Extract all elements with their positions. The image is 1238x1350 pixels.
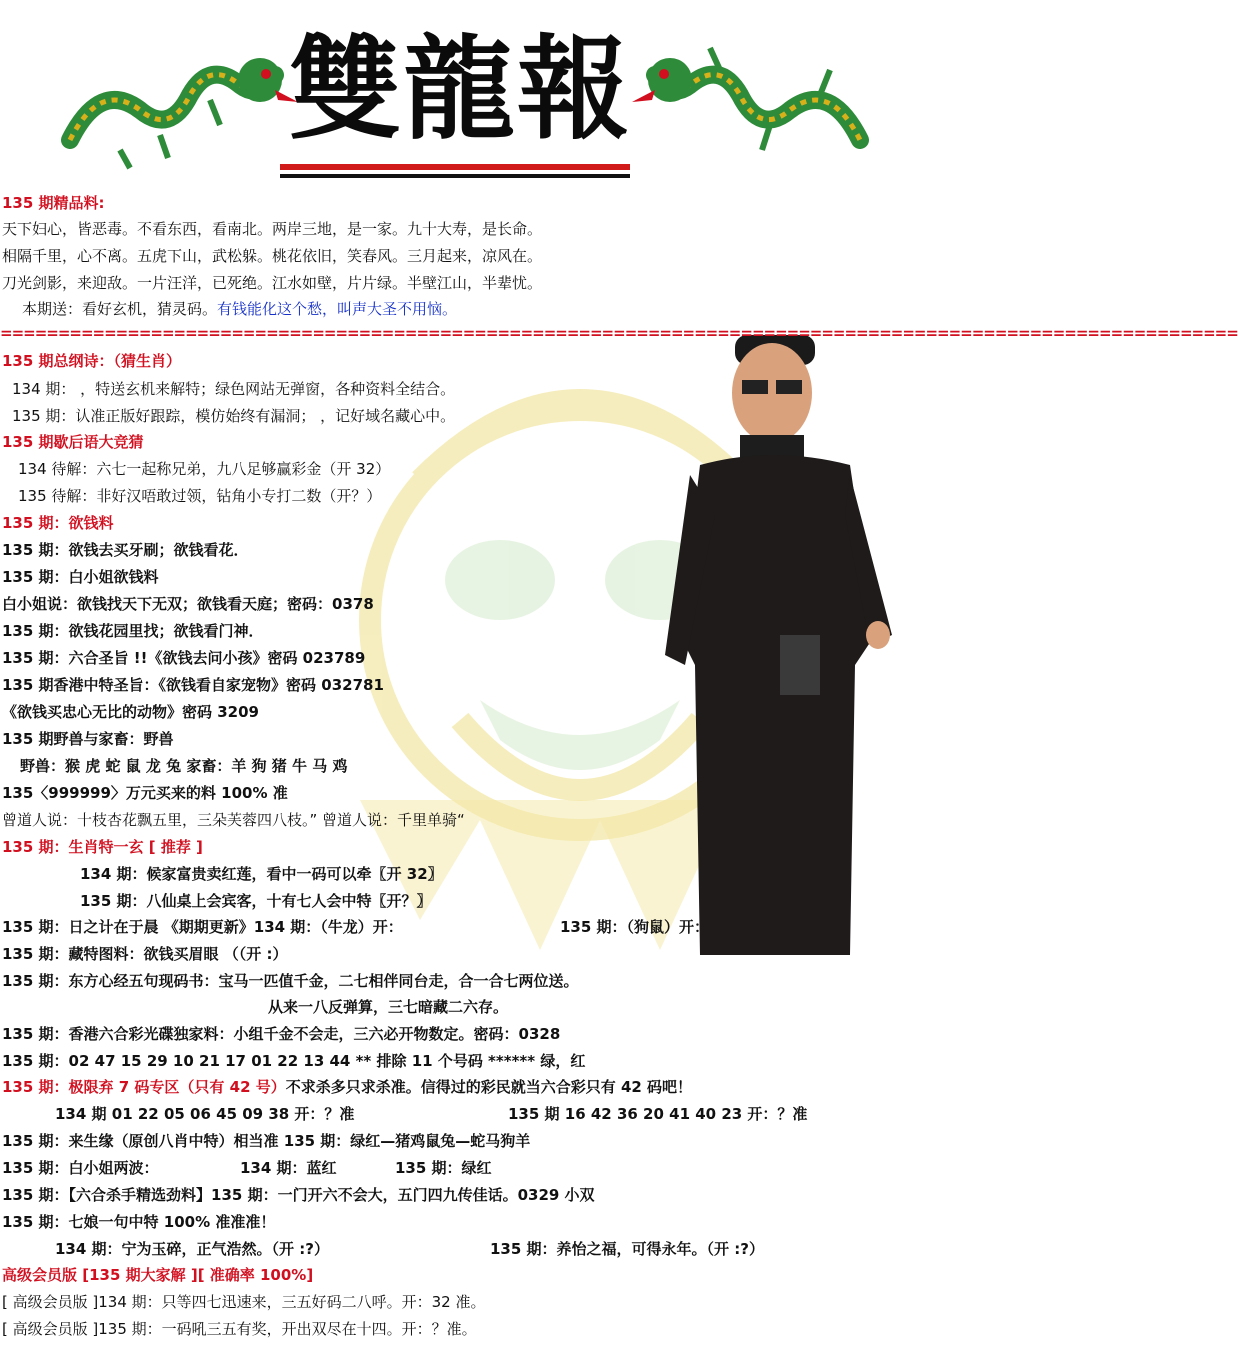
jingpin-line: 天下妇心，皆恶毒。不看东西，看南北。两岸三地，是一家。九十大寿，是长命。 — [2, 220, 543, 238]
jixian-134-line: 134 期 01 22 05 06 45 09 38 开：？准 — [55, 1105, 355, 1123]
section-heading-zonggang: 135 期总纲诗：（猜生肖） — [2, 352, 182, 370]
yuqian-line: 135 期：白小姐欲钱料 — [2, 568, 159, 586]
yangyi-line: 135 期：养怡之福，可得永年。（开 :?） — [490, 1240, 764, 1258]
yuqian-line: 135 期：欲钱去买牙刷；欲钱看花． — [2, 541, 249, 559]
section-heading-xiehouyu: 135 期歇后语大竞猜 — [2, 433, 144, 451]
yuqian-line: 135〈999999〉万元买来的料 100% 准 — [2, 784, 288, 802]
right-dragon-image — [630, 40, 870, 170]
paichu-line: 135 期：02 47 15 29 10 21 17 01 22 13 44 ** 排除 11 个号码 ****** 绿，红 — [2, 1052, 586, 1070]
dongfang-line-2: 从来一八反弹算，三七暗藏二六存。 — [268, 998, 509, 1016]
jingpin-line: 相隔千里，心不离。五虎下山，武松躲。桃花依旧，笑春风。三月起来，凉风在。 — [2, 247, 543, 265]
person-photo — [660, 335, 900, 955]
masthead — [0, 0, 900, 190]
section-heading-shengxiao: 135 期：生肖特一玄 [ 推荐 ] — [2, 838, 203, 856]
vip-line: [ 高级会员版 ]135 期：一码吼三五有奖，开出双尽在十四。开：？准。 — [2, 1320, 477, 1338]
yuqian-line: 白小姐说：欲钱找天下无双；欲钱看天庭；密码：0378 — [2, 595, 374, 613]
yuqian-line: 《欲钱买忠心无比的动物》密码 3209 — [2, 703, 259, 721]
rijizhi-line-left: 135 期：日之计在于晨 《期期更新》134 期：（牛龙）开： — [2, 918, 403, 936]
liangbo-135: 135 期：绿红 — [395, 1159, 492, 1177]
liangbo-label: 135 期：白小姐两波： — [2, 1159, 159, 1177]
yuwei-line: 134 期：宁为玉碎，正气浩然。（开 :?） — [55, 1240, 329, 1258]
yuqian-line: 野兽：猴 虎 蛇 鼠 龙 兔 家畜：羊 狗 猪 牛 马 鸡 — [20, 757, 348, 775]
yuqian-line: 曾道人说：十枝杏花飘五里，三朵芙蓉四八枝。” 曾道人说：千里单骑“ — [2, 811, 465, 829]
title-underline-black — [280, 174, 630, 178]
section-heading-jingpin: 135 期精品料: — [2, 194, 105, 212]
shengxiao-line: 135 期：八仙桌上会宾客，十有七人会中特〖开？〗 — [80, 892, 432, 910]
yuqian-line: 135 期：六合圣旨 !!《欲钱去问小孩》密码 023789 — [2, 649, 366, 667]
section-heading-vip: 高级会员版 [135 期大家解 ][ 准确率 100%] — [2, 1266, 314, 1284]
left-dragon-image — [60, 40, 300, 170]
title-underline-red — [280, 164, 630, 170]
jingpin-send-highlight: 有钱能化这个愁，叫声大圣不用恼。 — [217, 300, 458, 318]
yuqian-line: 135 期：欲钱花园里找；欲钱看门神． — [2, 622, 264, 640]
yuqian-line: 135 期野兽与家畜：野兽 — [2, 730, 174, 748]
newspaper-title: 雙龍報 — [289, 24, 631, 155]
shashou-line: 135 期：【六合杀手精选劲料】135 期：一门开六不会大，五门四九传佳话。0329 小双 — [2, 1186, 595, 1204]
jixian-red-text: 135 期：极限弃 7 码专区（只有 42 号） — [2, 1078, 286, 1096]
separator-line: =========================================================================================================== — [0, 324, 1238, 342]
zonggang-line: 134 期： ，特送玄机来解特；绿色网站无弹窗，各种资料全结合。 — [12, 380, 456, 398]
liuhe-line: 135 期：香港六合彩光碟独家料：小组千金不会走，三六必开物数定。密码：0328 — [2, 1025, 561, 1043]
xiehouyu-line: 135 待解：非好汉唔敢过领，钻角小专打二数（开？） — [18, 487, 382, 505]
laisheng-line: 135 期：来生缘（原创八肖中特）相当准 135 期：绿红—猪鸡鼠兔—蛇马狗羊 — [2, 1132, 531, 1150]
jingpin-line: 刀光剑影，来迎敌。一片汪洋，已死绝。江水如壁，片片绿。半壁江山，半辈忧。 — [2, 274, 543, 292]
jingpin-send-prefix: 本期送：看好玄机，猜灵码。 — [22, 300, 218, 318]
jixian-135-line: 135 期 16 42 36 20 41 40 23 开：？准 — [508, 1105, 808, 1123]
jingpin-send-line — [22, 298, 457, 320]
yuqian-line: 135 期香港中特圣旨：《欲钱看自家宠物》密码 032781 — [2, 676, 384, 694]
xiehouyu-line: 134 待解：六七一起称兄弟，九八足够赢彩金（开 32） — [18, 460, 391, 478]
rijizhi-line-right: 135 期：（狗鼠）开： — [560, 918, 710, 936]
jixian-line — [2, 1076, 692, 1098]
jixian-black-text: 不求杀多只求杀准。信得过的彩民就当六合彩只有 42 码吧！ — [285, 1078, 693, 1096]
dongfang-line: 135 期：东方心经五句现码书：宝马一匹值千金，二七相伴同台走，合一合七两位送。 — [2, 972, 579, 990]
shengxiao-line: 134 期：候家富贵卖红莲，看中一码可以牵〖开 32〗 — [80, 865, 443, 883]
zonggang-line: 135 期：认准正版好跟踪，模仿始终有漏洞； ，记好域名藏心中。 — [12, 407, 456, 425]
section-heading-yuqian: 135 期：欲钱料 — [2, 514, 114, 532]
qiniang-line: 135 期：七娘一句中特 100% 准准准！ — [2, 1213, 276, 1231]
cangte-line: 135 期：藏特图料：欲钱买眉眼 （（开 :） — [2, 945, 288, 963]
liangbo-134: 134 期：蓝红 — [240, 1159, 337, 1177]
vip-line: [ 高级会员版 ]134 期：只等四七迅速来，三五好码二八呼。开：32 准。 — [2, 1293, 486, 1311]
